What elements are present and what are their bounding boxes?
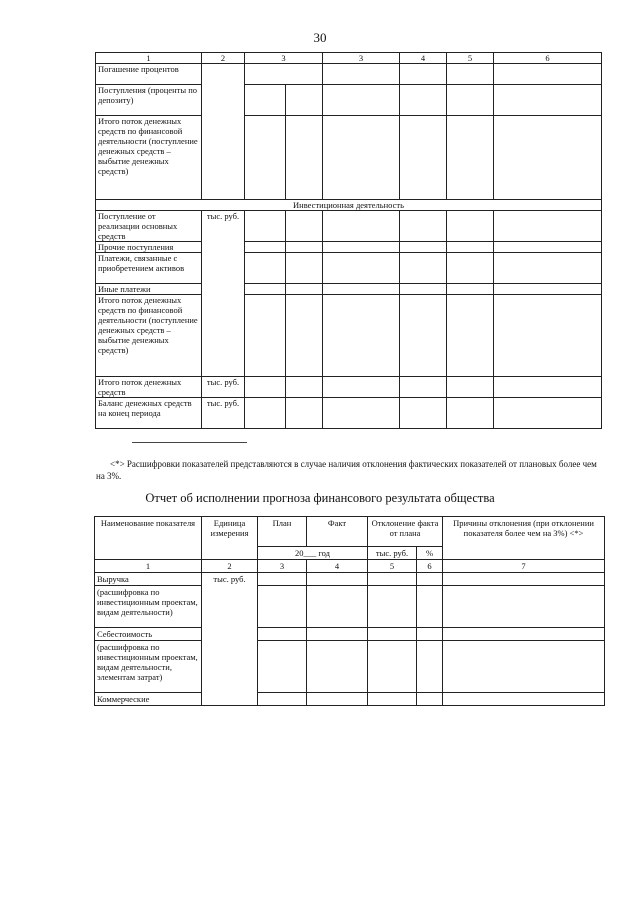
row-label: Поступление от реализации основных средств [96, 211, 202, 242]
row-label: Поступления (проценты по депозиту) [96, 85, 202, 116]
subheader-year: 20___ год [258, 547, 368, 560]
report-title: Отчет об исполнении прогноза финансового результата общества [145, 491, 495, 505]
unit-cell: тыс. руб. [202, 211, 245, 377]
section-title: Инвестиционная деятельность [96, 200, 602, 211]
column-number: 4 [400, 53, 447, 64]
column-number: 1 [96, 53, 202, 64]
row-label: Погашение процентов [96, 64, 202, 85]
unit-cell: тыс. руб. [202, 377, 245, 398]
unit-cell: тыс. руб. [202, 398, 245, 429]
unit-cell: тыс. руб. [202, 573, 258, 706]
header-plan: План [258, 517, 307, 547]
header-deviation: Отклонение факта от плана [368, 517, 443, 547]
column-number: 5 [447, 53, 494, 64]
row-label: Итого поток денежных средств [96, 377, 202, 398]
page-number: 30 [313, 30, 327, 45]
cash-flow-table [95, 52, 602, 429]
column-number: 3 [245, 53, 323, 64]
table-row [96, 377, 602, 398]
column-number: 2 [202, 53, 245, 64]
column-number: 6 [417, 560, 443, 573]
column-number: 3 [258, 560, 307, 573]
subheader-percent: % [417, 547, 443, 560]
header-reasons: Причины отклонения (при отклонении показателя более чем на 3%) <*> [443, 517, 605, 560]
row-label: (расшифровка по инвестиционным проектам, видам деятельности, элементам затрат) [95, 641, 202, 693]
table-row [95, 693, 605, 706]
table-row [96, 116, 602, 200]
financial-result-table [94, 516, 605, 706]
unit-cell [202, 64, 245, 200]
column-number: 1 [95, 560, 202, 573]
row-label: Выручка [95, 573, 202, 586]
table-row [95, 586, 605, 628]
row-label: Прочие поступления [96, 242, 202, 253]
row-label: (расшифровка по инвестиционным проектам, видам деятельности) [95, 586, 202, 628]
header-row [95, 517, 605, 547]
column-number: 2 [202, 560, 258, 573]
column-number: 5 [368, 560, 417, 573]
header-unit: Единица измерения [202, 517, 258, 560]
header-name: Наименование показателя [95, 517, 202, 560]
footnote-divider [132, 442, 247, 443]
section-row [96, 200, 602, 211]
table-row [96, 242, 602, 253]
row-label: Коммерческие [95, 693, 202, 706]
row-label: Итого поток денежных средств по финансовой деятельности (поступление денежных средств – выбытие денежных средств) [96, 116, 202, 200]
table-row [96, 85, 602, 116]
row-label: Итого поток денежных средств по финансовой деятельности (поступление денежных средств – выбытие денежных средств) [96, 295, 202, 377]
table-row [96, 211, 602, 242]
column-number-row [96, 53, 602, 64]
column-number: 3 [323, 53, 400, 64]
table-row [95, 628, 605, 641]
table-row [96, 64, 602, 85]
table-row [96, 295, 602, 377]
subheader-thousand-rub: тыс. руб. [368, 547, 417, 560]
table-row [96, 284, 602, 295]
table-row [96, 253, 602, 284]
row-label: Баланс денежных средств на конец периода [96, 398, 202, 429]
row-label: Иные платежи [96, 284, 202, 295]
header-fact: Факт [307, 517, 368, 547]
row-label: Себестоимость [95, 628, 202, 641]
row-label: Платежи, связанные с приобретением активов [96, 253, 202, 284]
table-row [95, 573, 605, 586]
column-number: 7 [443, 560, 605, 573]
column-number-row [95, 560, 605, 573]
column-number: 6 [494, 53, 602, 64]
table-row [96, 398, 602, 429]
footnote: <*> Расшифровки показателей представляются в случае наличия отклонения фактических показателей от плановых более чем на 3%. [96, 459, 597, 481]
column-number: 4 [307, 560, 368, 573]
table-row [95, 641, 605, 693]
